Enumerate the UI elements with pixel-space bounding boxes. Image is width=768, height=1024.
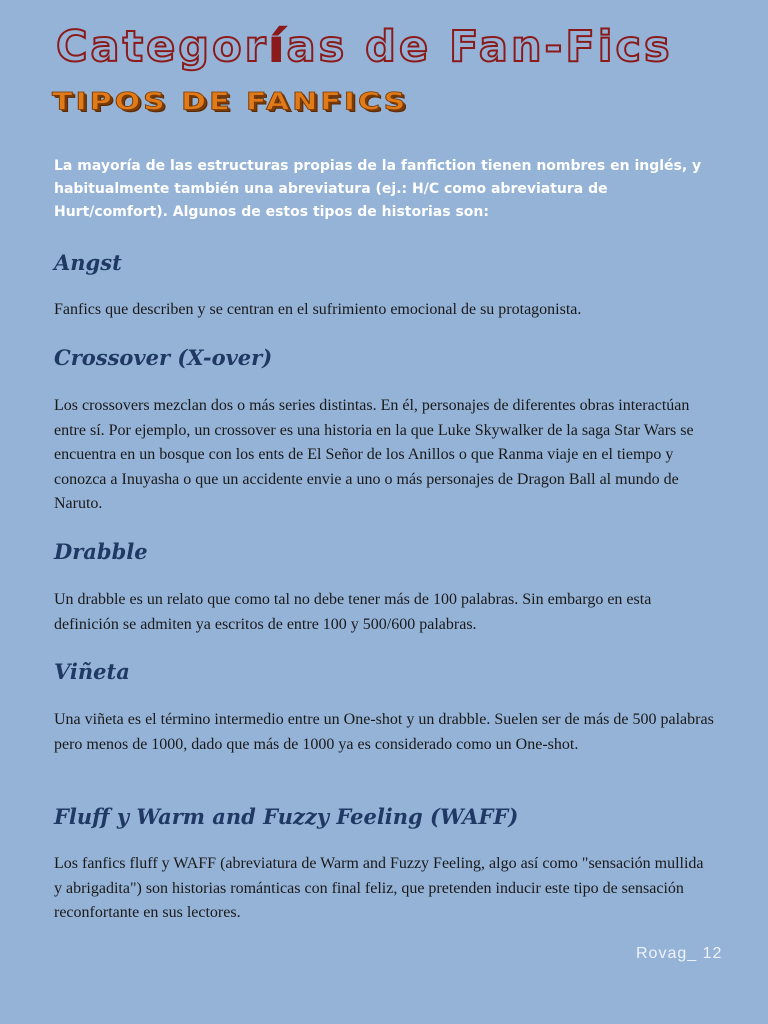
intro-paragraph: La mayoría de las estructuras propias de la fanfiction tienen nombres en inglés, y habitualmente también una abreviatura (ej.: H/C como abreviatura de Hurt/comfort). Algunos de estos tipos de historias son:: [54, 158, 702, 220]
page-subtitle: TIPOS DE FANFICS: [52, 88, 409, 116]
section-heading-vineta: Viñeta: [54, 659, 130, 684]
section-body-angst: Fanfics que describen y se centran en el sufrimiento emocional de su protagonista.: [54, 301, 582, 318]
section-body-crossover: Los crossovers mezclan dos o más series distintas. En él, personajes de diferentes obras interactúan entre sí. Por ejemplo, un crossover es una historia en la que Luke Skywalker de la saga Star Wars se encuentra en un bosque con los ents de El Señor de los Anillos o que Ranma viaje en el tiempo y conozca a Inuyasha o que un accidente envie a uno o más personajes de Dragon Ball al mundo de Naruto.: [54, 397, 694, 512]
section-body-vineta: Una viñeta es el término intermedio entre un One-shot y un drabble. Suelen ser de más de 500 palabras pero menos de 1000, dado que más de 1000 ya es considerado como un One-shot.: [54, 711, 714, 753]
section-heading-drabble: Drabble: [54, 539, 148, 564]
title-part-3: as de Fan-Fics: [286, 22, 673, 72]
section-heading-fluff: Fluff y Warm and Fuzzy Feeling (WAFF): [54, 804, 519, 829]
section-body-fluff: Los fanfics fluff y WAFF (abreviatura de Warm and Fuzzy Feeling, algo así como "sensación mullida y abrigadita") son historias románticas con final feliz, que pretenden inducir este tipo de sensación reconfortante en sus lectores.: [54, 855, 704, 921]
section-body-drabble: Un drabble es un relato que como tal no debe tener más de 100 palabras. Sin embargo en esta definición se admiten ya escritos de entre 100 y 500/600 palabras.: [54, 591, 652, 633]
section-heading-angst: Angst: [54, 250, 122, 275]
section-heading-crossover: Crossover (X-over): [54, 345, 273, 370]
page-title: [56, 22, 736, 72]
title-part-2: í: [268, 22, 287, 72]
author-signature: Rovag_ 12: [636, 945, 723, 962]
title-part-1: Categor: [56, 22, 269, 72]
